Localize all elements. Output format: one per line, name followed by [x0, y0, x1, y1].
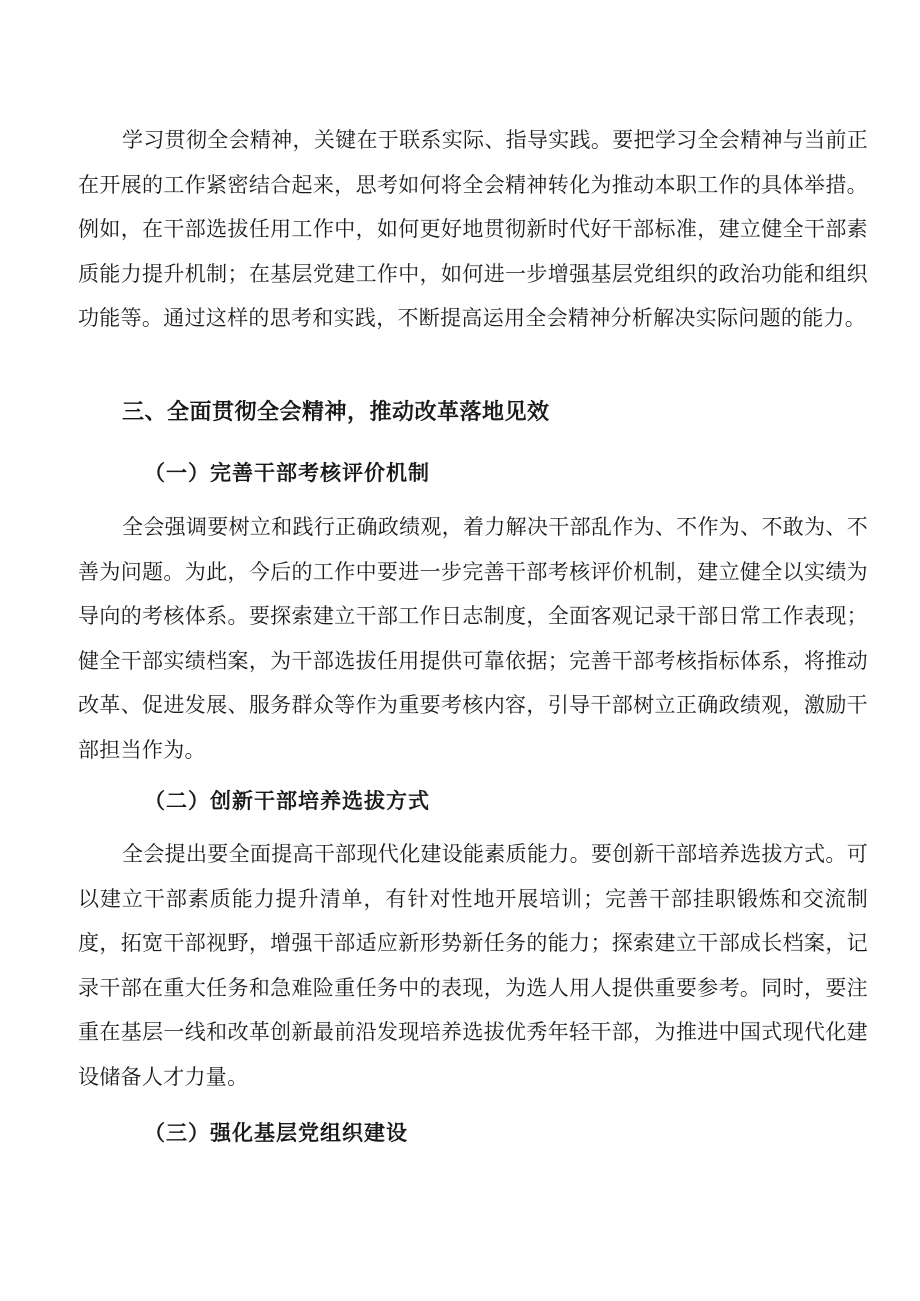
section-heading-three: 三、全面贯彻全会精神，推动改革落地见效: [122, 400, 550, 425]
paragraph-training-selection: 全会提出要全面提高干部现代化建设能素质能力。要创新干部培养选拔方式。可以建立干部素质能力提升清单，有针对性地开展培训；完善干部挂职锻炼和交流制度，拓宽干部视野，增强干部适应新形势新任务的能力；探索建立干部成长档案，记录干部在重大任务和急难险重任务中的表现，为选人用人提供重要参考。同时，要注重在基层一线和改革创新最前沿发现培养选拔优秀年轻干部，为推进中国式现代化建设储备人才力量。: [78, 842, 868, 1089]
subheading-three: （三）强化基层党组织建设: [144, 1120, 408, 1145]
subheading-one: （一）完善干部考核评价机制: [144, 460, 430, 485]
paragraph-evaluation-mechanism: 全会强调要树立和践行正确政绩观，着力解决干部乱作为、不作为、不敢为、不善为问题。为此，今后的工作中要进一步完善干部考核评价机制，建立健全以实绩为导向的考核体系。要探索建立干部工作日志制度，全面客观记录干部日常工作表现；健全干部实绩档案，为干部选拔任用提供可靠依据；完善干部考核指标体系，将推动改革、促进发展、服务群众等作为重要考核内容，引导干部树立正确政绩观，激励干部担当作为。: [78, 515, 868, 762]
paragraph-study-practice: 学习贯彻全会精神，关键在于联系实际、指导实践。要把学习全会精神与当前正在开展的工作紧密结合起来，思考如何将全会精神转化为推动本职工作的具体举措。例如，在干部选拔任用工作中，如何更好地贯彻新时代好干部标准，建立健全干部素质能力提升机制；在基层党建工作中，如何进一步增强基层党组织的政治功能和组织功能等。通过这样的思考和实践，不断提高运用全会精神分析解决实际问题的能力。: [78, 128, 868, 330]
subheading-two: （二）创新干部培养选拔方式: [144, 788, 430, 813]
